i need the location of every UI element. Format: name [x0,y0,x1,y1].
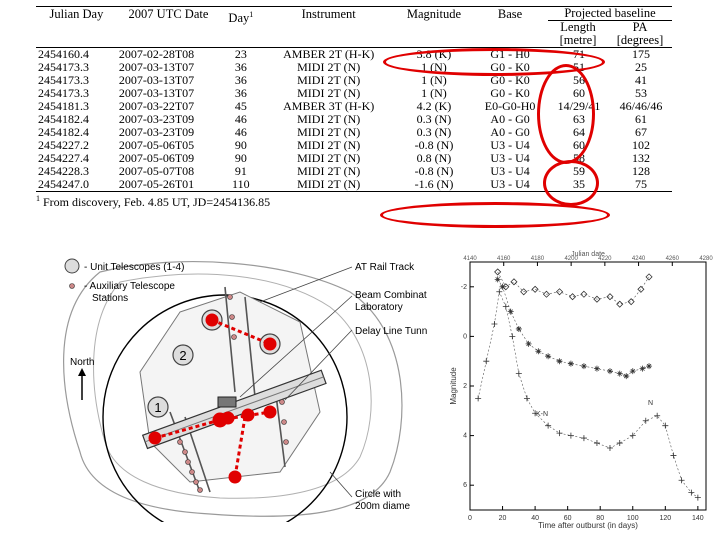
inline-label-kn: K-N [536,411,549,418]
data-point [607,368,613,374]
data-point [670,452,676,458]
y-tick-label: -2 [460,283,467,291]
col-pa [608,21,672,47]
data-point [594,440,600,446]
data-point [483,358,489,364]
cell-magnitude: 4.2 (K) [416,99,452,113]
unit-telescope-1 [148,397,168,417]
data-point [516,326,522,332]
projected-baseline-title: Projected baseline [548,7,672,21]
data-point [509,333,515,339]
data-point [568,361,574,367]
col-day-footnote-mark: 1 [249,10,254,19]
data-point [623,373,629,379]
x-tick-label: 120 [659,515,672,522]
col-base: Base [472,7,548,48]
col-length-unit: [metre] [559,33,597,47]
data-point [516,371,522,377]
ut-number-1: 1 [154,400,162,415]
cell-instrument: AMBER 2T (H-K) [283,47,375,61]
cell-magnitude: 1 (N) [421,73,447,87]
inline-label-n: N [648,400,654,407]
y-tick-label: 2 [463,383,467,390]
label-delay-line: Delay Line Tunn [355,326,428,337]
cell-magnitude: -0.8 (N) [414,138,454,152]
cell-day: 90 [234,138,247,152]
cell-utc-date: 2007-03-13T07 [118,73,195,87]
col-magnitude: Magnitude [396,7,472,48]
data-point [630,368,636,374]
cell-utc-date: 2007-05-26T01 [117,178,220,192]
data-point [524,395,530,401]
ut-number-2: 2 [179,348,187,363]
cell-julian-day: 2454173.3 [38,60,89,74]
cell-length: 60 [573,138,585,152]
unit-telescope-2 [173,345,193,365]
cell-length: 71 [573,47,585,61]
y-axis-label: Magnitude [449,367,458,405]
cell-base: U3 - U4 [490,151,530,165]
x-axis-ticks [468,506,704,522]
cell-instrument: MIDI 2T (N) [297,138,361,152]
col-pa-unit: [degrees] [616,33,664,47]
cell-day: 23 [234,47,247,61]
cell-instrument: MIDI 2T (N) [262,178,396,192]
cell-day: 36 [234,60,247,74]
cell-utc-date: 2007-03-23T09 [118,125,195,139]
beam-combiner-block [218,397,236,407]
cell-base: G0 - K0 [490,86,530,100]
data-point [640,366,646,372]
col-julian-day: Julian Day [36,7,117,48]
cell-pa: 67 [635,125,647,139]
cell-day: 45 [234,99,247,113]
data-point [545,353,551,359]
cell-pa: 46/46/46 [619,99,663,113]
x2-tick-label: 4260 [665,256,679,262]
data-point [617,301,623,307]
cell-instrument: MIDI 2T (N) [297,164,361,178]
label-at-rail-track: AT Rail Track [355,262,415,273]
cell-utc-date: 2007-05-06T05 [118,138,195,152]
north-arrowhead [78,368,86,376]
x-axis-label: Time after outburst (in days) [538,521,638,530]
cell-length: 56 [573,73,585,87]
x2-tick-label: 4220 [598,256,612,262]
cell-instrument: MIDI 2T (N) [297,112,361,126]
plot-frame [470,262,706,510]
data-point [503,304,509,310]
cell-day: 36 [234,86,247,100]
cell-utc-date: 2007-03-13T07 [118,60,195,74]
data-point [545,423,551,429]
cell-length: 60 [573,86,585,100]
cell-pa: 175 [632,47,650,61]
cell-day: 36 [234,73,247,87]
cell-length: 35 [548,178,610,192]
col-day-label: Day [228,11,250,26]
cell-magnitude: 0.3 (N) [416,125,452,139]
x-tick-label: 60 [563,515,572,522]
label-beam-combiner-2: Laboratory [355,302,403,313]
cell-length: 64 [573,125,585,139]
cell-magnitude: -1.6 (N) [396,178,472,192]
cell-base: A0 - G0 [490,112,530,126]
cell-pa: 75 [610,178,672,192]
col-instrument: Instrument [262,7,396,48]
data-point [617,371,623,377]
cell-pa: 53 [635,86,647,100]
cell-length: 58 [573,151,585,165]
series-line [478,292,698,498]
cell-base: U3 - U4 [490,164,530,178]
legend-at-symbol [70,284,75,289]
data-point [495,276,501,282]
y-tick-label: 6 [463,482,467,490]
cell-julian-day: 2454228.3 [38,164,89,178]
cell-utc-date: 2007-02-28T08 [118,47,195,61]
x2-tick-label: 4240 [631,256,646,262]
cell-instrument: AMBER 3T (H-K) [283,99,375,113]
cell-utc-date: 2007-03-13T07 [118,86,195,100]
cell-day: 110 [220,178,261,192]
cell-instrument: MIDI 2T (N) [297,86,361,100]
table-header-row [36,7,672,48]
legend-at-label-1: - Auxiliary Telescope [84,281,175,292]
highlight-ring-last-row [380,202,610,228]
cell-instrument: MIDI 2T (N) [297,125,361,139]
cell-day: 46 [234,125,247,139]
label-circle-1: Circle with [355,489,402,500]
cell-magnitude: 0.8 (N) [416,151,452,165]
x2-tick-label: 4200 [564,256,578,262]
series-2 [475,289,701,501]
cell-day: 91 [234,164,247,178]
cell-base: G1 - H0 [490,47,530,61]
data-point [508,309,514,315]
legend-ut-symbol [65,259,79,273]
x-tick-label: 80 [596,515,605,522]
series-1 [495,276,652,379]
x-tick-label: 20 [498,515,507,522]
data-point [695,495,701,501]
cell-julian-day: 2454173.3 [38,86,89,100]
cell-julian-day: 2454181.3 [38,99,89,113]
cell-julian-day: 2454173.3 [38,73,89,87]
col-projected-baseline [548,7,672,48]
cell-magnitude: 1 (N) [421,60,447,74]
cell-utc-date: 2007-03-23T09 [118,112,195,126]
cell-instrument: MIDI 2T (N) [297,151,361,165]
data-point [581,363,587,369]
cell-base: G0 - K0 [490,60,530,74]
data-point [496,289,502,295]
footnote-mark: 1 [36,194,40,203]
label-beam-combiner-1: Beam Combinat [355,290,427,301]
data-point [617,440,623,446]
cell-pa: 102 [632,138,650,152]
cell-magnitude: 1 (N) [421,86,447,100]
cell-pa: 61 [635,112,647,126]
north-label: North [70,357,95,368]
x-tick-label: 140 [692,515,704,522]
cell-base: G0 - K0 [490,73,530,87]
data-point [628,299,634,305]
cell-length: 51 [573,60,585,74]
cell-julian-day: 2454182.4 [38,112,89,126]
cell-magnitude: -0.8 (N) [414,164,454,178]
cell-julian-day: 2454227.2 [38,138,89,152]
data-point [581,435,587,441]
cell-julian-day: 2454247.0 [36,178,117,192]
x-tick-label: 0 [468,515,472,522]
cell-base: U3 - U4 [472,178,548,192]
data-point [688,490,694,496]
label-circle-2: 200m diame [355,501,411,512]
x2-axis-label: Julian date [571,251,605,258]
data-point [475,395,481,401]
highlight-ring-midi-lengths [537,64,595,164]
light-curve-chart [448,250,716,532]
col-pa-label: PA [632,20,648,34]
legend-at-label-2: Stations [92,293,129,304]
cell-instrument: MIDI 2T (N) [297,60,361,74]
col-utc-date: 2007 UTC Date [117,7,220,48]
legend-ut-label: - Unit Telescopes (1-4) [84,262,185,273]
cell-magnitude: 0.3 (N) [416,112,452,126]
highlight-ring-ut-lengths [543,160,599,206]
cell-pa: 25 [635,60,647,74]
data-point [568,433,574,439]
x2-tick-label: 4280 [699,256,713,262]
col-length-label: Length [560,20,596,34]
vlti-layout-diagram [30,252,450,522]
data-point [607,445,613,451]
cell-julian-day: 2454227.4 [38,151,89,165]
cell-base: E0-G0-H0 [484,99,536,113]
series-0 [495,269,652,307]
data-point [535,348,541,354]
data-point [643,418,649,424]
cell-length: 63 [573,112,585,126]
y-tick-label: 4 [463,432,467,440]
cell-pa: 41 [635,73,647,87]
cell-pa: 132 [632,151,650,165]
series-layer [475,269,701,501]
data-point [594,366,600,372]
cell-length: 14/29/41 [557,99,601,113]
x2-tick-label: 4160 [497,256,511,262]
col-length [548,21,608,47]
y-axis-ticks [461,284,474,489]
col-day [220,7,261,48]
x2-tick-label: 4180 [530,256,545,262]
cell-utc-date: 2007-05-06T09 [118,151,195,165]
cell-julian-day: 2454182.4 [38,125,89,139]
data-point [491,321,497,327]
x2-tick-label: 4140 [463,256,477,262]
cell-instrument: MIDI 2T (N) [297,73,361,87]
data-point [570,294,576,300]
data-point [526,341,532,347]
data-point [581,291,587,297]
data-point [679,477,685,483]
data-point [646,363,652,369]
cell-pa: 128 [632,164,650,178]
cell-day: 46 [234,112,247,126]
cell-utc-date: 2007-03-22T07 [118,99,195,113]
data-point [638,286,644,292]
y-tick-label: 0 [463,333,467,341]
cell-length: 59 [573,164,585,178]
cell-magnitude: 3.8 (K) [416,47,452,61]
cell-base: U3 - U4 [490,138,530,152]
cell-julian-day: 2454160.4 [38,47,89,61]
data-point [557,430,563,436]
cell-base: A0 - G0 [490,125,530,139]
cell-day: 90 [234,151,247,165]
footnote-text: From discovery, Feb. 4.85 UT, JD=2454136.85 [43,195,271,209]
data-point [557,358,563,364]
x-tick-label: 40 [531,515,540,522]
x-tick-label: 100 [626,515,639,522]
cell-utc-date: 2007-05-07T08 [118,164,195,178]
data-point [607,294,613,300]
